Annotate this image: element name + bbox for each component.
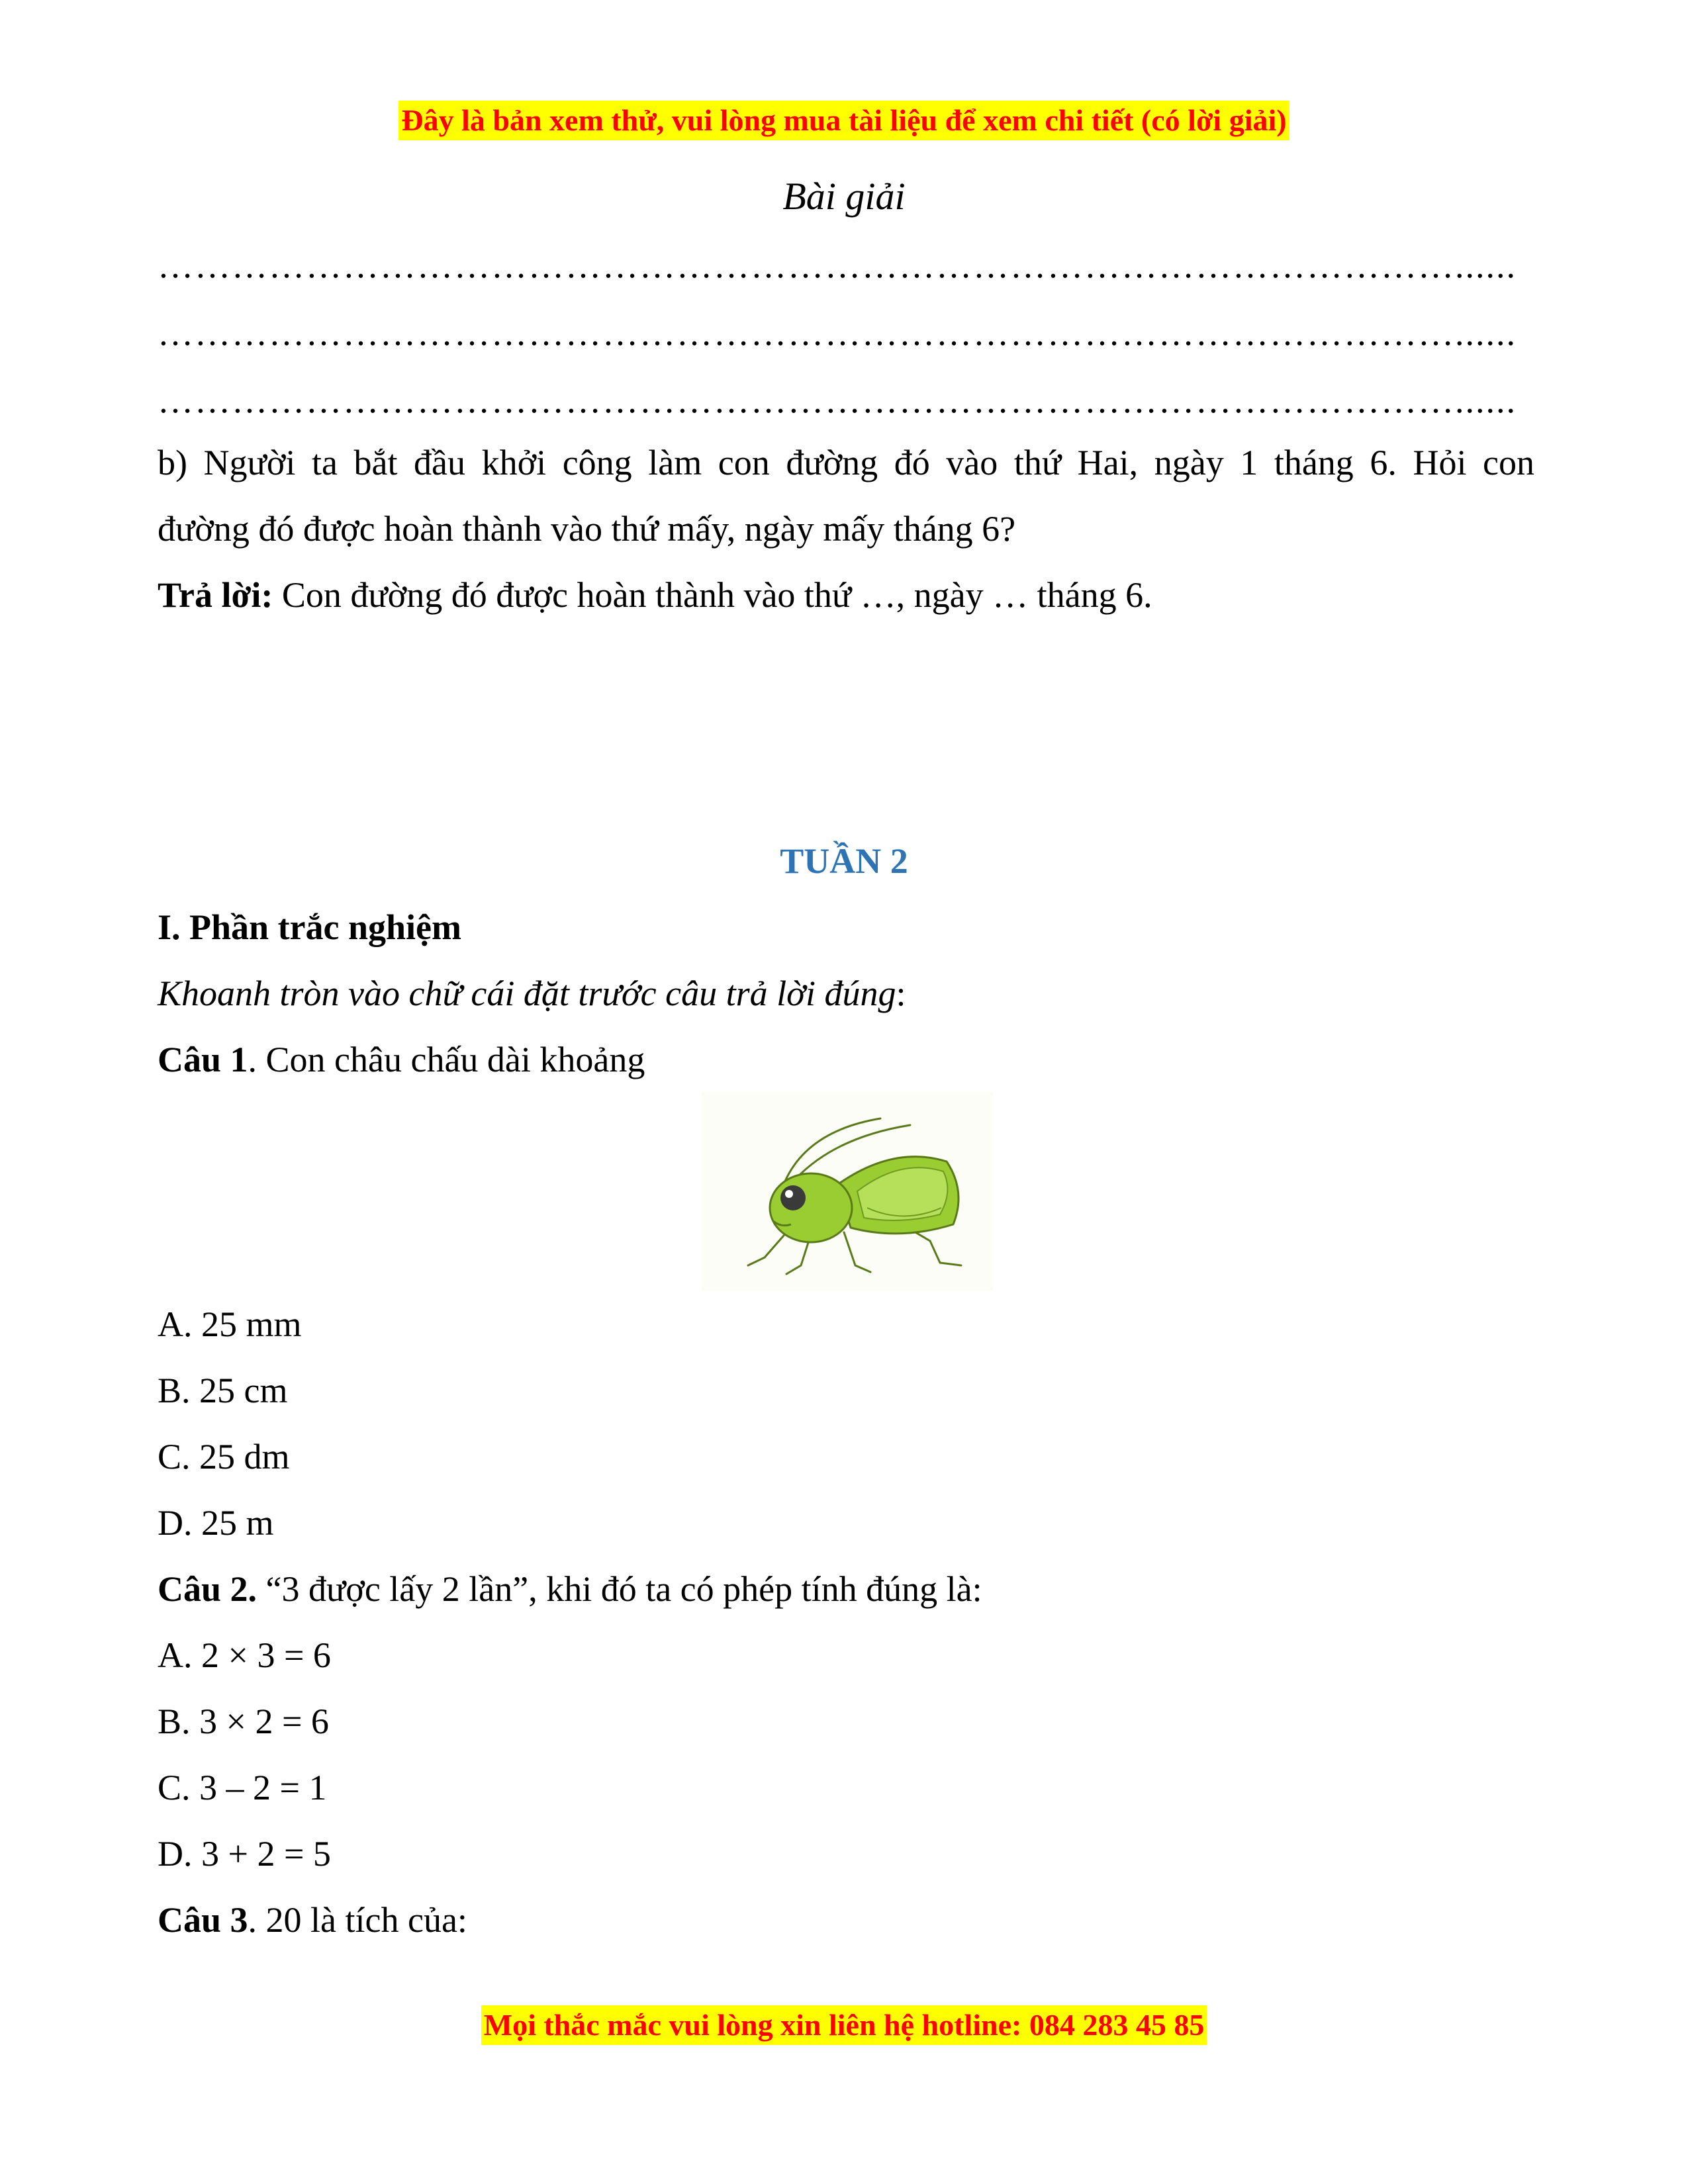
answer-line-1: ……………………………………………………………………………………………...... bbox=[158, 246, 1517, 285]
question-1-option-a: A. 25 mm bbox=[158, 1304, 302, 1344]
eye-highlight bbox=[785, 1190, 793, 1198]
question-2-option-a: A. 2 × 3 = 6 bbox=[158, 1635, 331, 1675]
question-1-option-c: C. 25 dm bbox=[158, 1437, 290, 1477]
footer-banner-wrap bbox=[0, 2005, 1688, 2045]
part-b-answer bbox=[158, 573, 1534, 617]
answer-line-2: ……………………………………………………………………………………………...... bbox=[158, 313, 1517, 353]
footer-banner: Mọi thắc mắc vui lòng xin liên hệ hotline: 084 283 45 85 bbox=[481, 2005, 1207, 2045]
question-2-option-c: C. 3 – 2 = 1 bbox=[158, 1768, 327, 1807]
week-title: TUẦN 2 bbox=[780, 841, 908, 881]
solution-title: Bài giải bbox=[782, 175, 906, 218]
header-banner: Đây là bản xem thử, vui lòng mua tài liệu để xem chi tiết (có lời giải) bbox=[399, 101, 1289, 140]
answer-label: Trả lời: bbox=[158, 575, 273, 615]
grasshopper-illustration bbox=[702, 1092, 993, 1291]
answer-text: Con đường đó được hoàn thành vào thứ …, ngày … tháng 6. bbox=[273, 575, 1152, 615]
question-1-option-b: B. 25 cm bbox=[158, 1371, 288, 1410]
question-2-option-d: D. 3 + 2 = 5 bbox=[158, 1834, 331, 1874]
answer-line-3: ……………………………………………………………………………………………...... bbox=[158, 381, 1517, 420]
question-2-option-b: B. 3 × 2 = 6 bbox=[158, 1702, 329, 1741]
question-1-option-d: D. 25 m bbox=[158, 1503, 274, 1543]
question-3 bbox=[158, 1898, 1534, 1942]
instruction-colon: : bbox=[896, 974, 906, 1013]
question-3-label: Câu 3 bbox=[158, 1900, 248, 1940]
header-banner-wrap bbox=[0, 101, 1688, 140]
instruction-text: Khoanh tròn vào chữ cái đặt trước câu trả lời đúng bbox=[158, 974, 896, 1013]
question-2-label: Câu 2. bbox=[158, 1569, 258, 1609]
question-2 bbox=[158, 1567, 1534, 1611]
question-3-text: . 20 là tích của: bbox=[248, 1900, 467, 1940]
question-1-label: Câu 1 bbox=[158, 1040, 248, 1079]
part-b-line-2: đường đó được hoàn thành vào thứ mấy, ngày mấy tháng 6? bbox=[158, 509, 1016, 549]
question-2-text: “3 được lấy 2 lần”, khi đó ta có phép tính đúng là: bbox=[257, 1569, 982, 1609]
section-title: I. Phần trắc nghiệm bbox=[158, 907, 461, 947]
question-1 bbox=[158, 1038, 1534, 1081]
question-1-text: . Con châu chấu dài khoảng bbox=[248, 1040, 645, 1079]
grasshopper-eye bbox=[780, 1185, 806, 1210]
instruction bbox=[158, 972, 1534, 1015]
part-b-line-1: b) Người ta bắt đầu khởi công làm con đường đó vào thứ Hai, ngày 1 tháng 6. Hỏi con bbox=[158, 443, 1534, 482]
grasshopper-head bbox=[770, 1173, 852, 1242]
